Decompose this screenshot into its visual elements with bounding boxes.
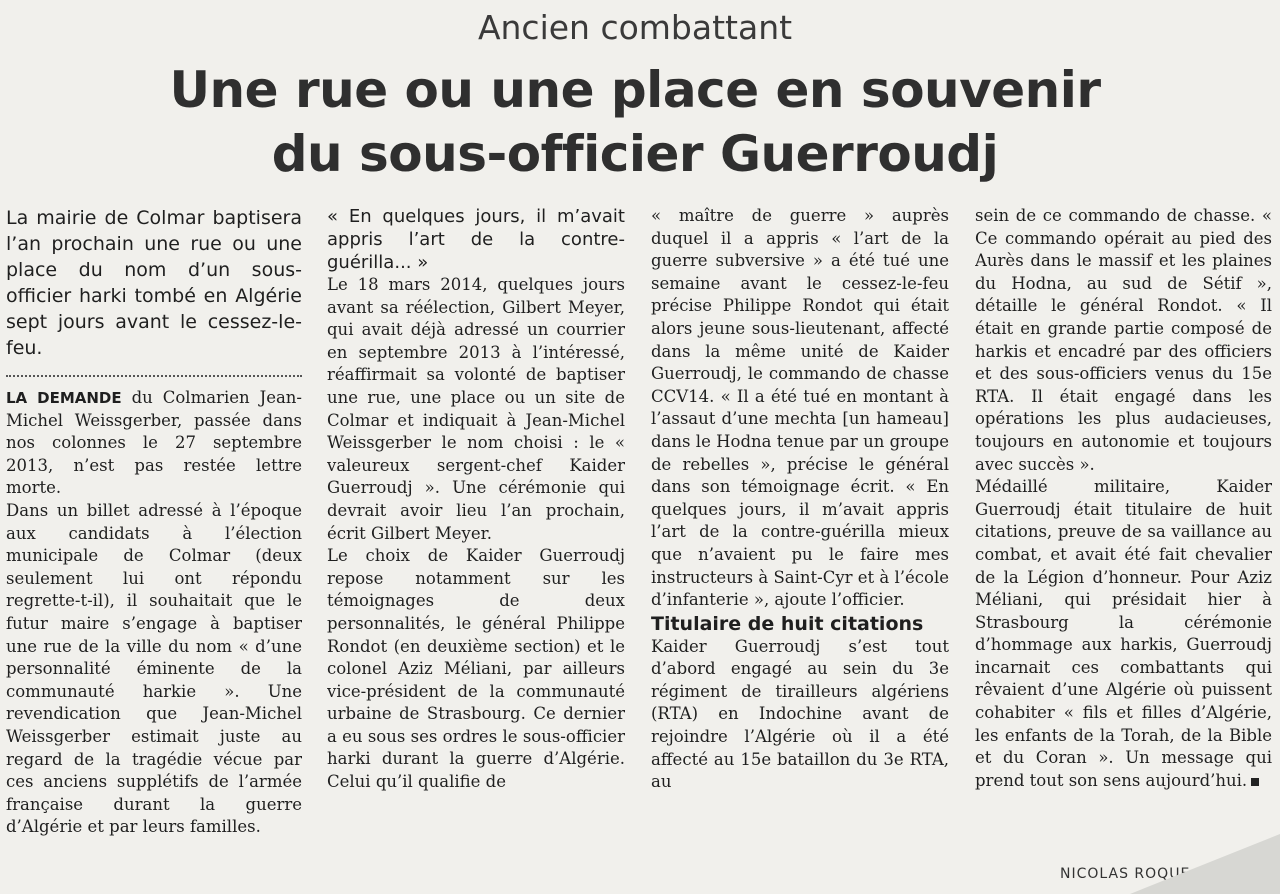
col3-paragraph-1: « maître de guerre » auprès duquel il a appris « l’art de la guerre subversive » a été tué une semaine avant le cessez-le-feu précise Philippe Rondot qui était alors jeune sous-lieutenant, affecté dans la même unité de Kaider Guerroudj, le commando de chasse CCV14. « Il a été tué en montant à l’assaut d’une mechta [un hameau] dans le Hodna tenue par un groupe de rebelles », précise le général dans son témoignage écrit. « En quelques jours, il m’avait appris l’art de la contre-guérilla mieux que n’avaient pu le faire mes instructeurs à Saint-Cyr et à l’école d’infanterie », ajoute l’officier. bbox=[651, 206, 949, 610]
col4-paragraph-1: sein de ce commando de chasse. « Ce commando opérait au pied des Aurès dans le massif et les plaines du Hodna, au sud de Sétif », détaille le général Rondot. « Il était en grande partie composé de harkis et encadré par des officiers et des sous-officiers venus du 15e RTA. Il était engagé dans les opérations les plus audacieuses, toujours en autonomie et toujours avec succès ». bbox=[975, 206, 1272, 474]
dotted-divider bbox=[6, 375, 302, 377]
headline-line-1: Une rue ou une place en souvenir bbox=[169, 61, 1101, 119]
subheading: Titulaire de huit citations bbox=[651, 612, 924, 635]
column-3 bbox=[651, 205, 949, 794]
page-fold bbox=[1130, 834, 1280, 894]
article-kicker: Ancien combattant bbox=[477, 8, 793, 47]
col4-paragraph-2-text: Médaillé militaire, Kaider Guerroudj était titulaire de huit citations, preuve de sa vaillance au combat, et avait été fait chevalier de la Légion d’honneur. Pour Aziz Méliani, qui présidait hier à Strasbourg la cérémonie d’hommage aux harkis, Guerroudj incarnait ces combattants qui rêvaient d’une Algérie où puissent cohabiter « fils et filles d’Algérie, les enfants de la Torah, de la Bible et du Coran ». Un message qui prend tout son sens aujourd’hui. bbox=[975, 477, 1272, 790]
col2-paragraph-1: Le 18 mars 2014, quelques jours avant sa réélection, Gilbert Meyer, qui avait déjà adressé un courrier en septembre 2013 à l’intéressé, réaffirmait sa volonté de baptiser une rue, une place ou un site de Colmar et indiquait à Jean-Michel Weissgerber le nom choisi : le « valeureux sergent-chef Kaider Guerroudj ». Une cérémonie qui devrait avoir lieu l’an prochain, écrit Gilbert Meyer. bbox=[327, 275, 625, 543]
article-headline bbox=[0, 58, 1270, 186]
lead-word: LA DEMANDE bbox=[6, 389, 122, 407]
article-chapo: La mairie de Colmar baptisera l’an prochain une rue ou une place du nom d’un sous-officier harki tombé en Algérie sept jours avant le cessez-le-feu. bbox=[6, 207, 302, 359]
col1-paragraph-1 bbox=[6, 387, 302, 500]
quote-heading: « En quelques jours, il m’avait appris l’art de la contre-guérilla... » bbox=[327, 206, 625, 273]
column-2 bbox=[327, 205, 625, 794]
end-mark-icon bbox=[1251, 778, 1259, 786]
col4-paragraph-2 bbox=[975, 476, 1272, 792]
headline-line-2: du sous-officier Guerroudj bbox=[271, 125, 999, 183]
col1-paragraph-1-text: du Colmarien Jean-Michel Weissgerber, passée dans nos colonnes le 27 septembre 2013, n’est pas restée lettre morte. bbox=[6, 388, 302, 498]
column-4 bbox=[975, 205, 1272, 792]
col3-paragraph-2: Kaider Guerroudj s’est tout d’abord engagé au sein du 3e régiment de tirailleurs algériens (RTA) en Indochine avant de rejoindre l’Algérie où il a été affecté au 15e bataillon du 3e RTA, au bbox=[651, 636, 949, 792]
col2-paragraph-2: Le choix de Kaider Guerroudj repose notamment sur les témoignages de deux personnalités, le général Philippe Rondot (en deuxième section) et le colonel Aziz Méliani, par ailleurs vice-président de la communauté urbaine de Strasbourg. Ce dernier a eu sous ses ordres le sous-officier harki durant la guerre d’Algérie. Celui qu’il qualifie de bbox=[327, 546, 625, 792]
byline: NICOLAS ROQUE bbox=[1060, 866, 1191, 882]
col1-paragraph-2: Dans un billet adressé à l’époque aux candidats à l’élection municipale de Colmar (deux seulement lui ont répondu regrette-t-il), il souhaitait que le futur maire s’engage à baptiser une rue de la ville du nom « d’une personnalité éminente de la communauté harkie ». Une revendication que Jean-Michel Weissgerber estimait juste au regard de la tragédie vécue par ces anciens supplétifs de l’armée française durant la guerre d’Algérie et par leurs familles. bbox=[6, 500, 302, 837]
column-1 bbox=[6, 205, 302, 839]
